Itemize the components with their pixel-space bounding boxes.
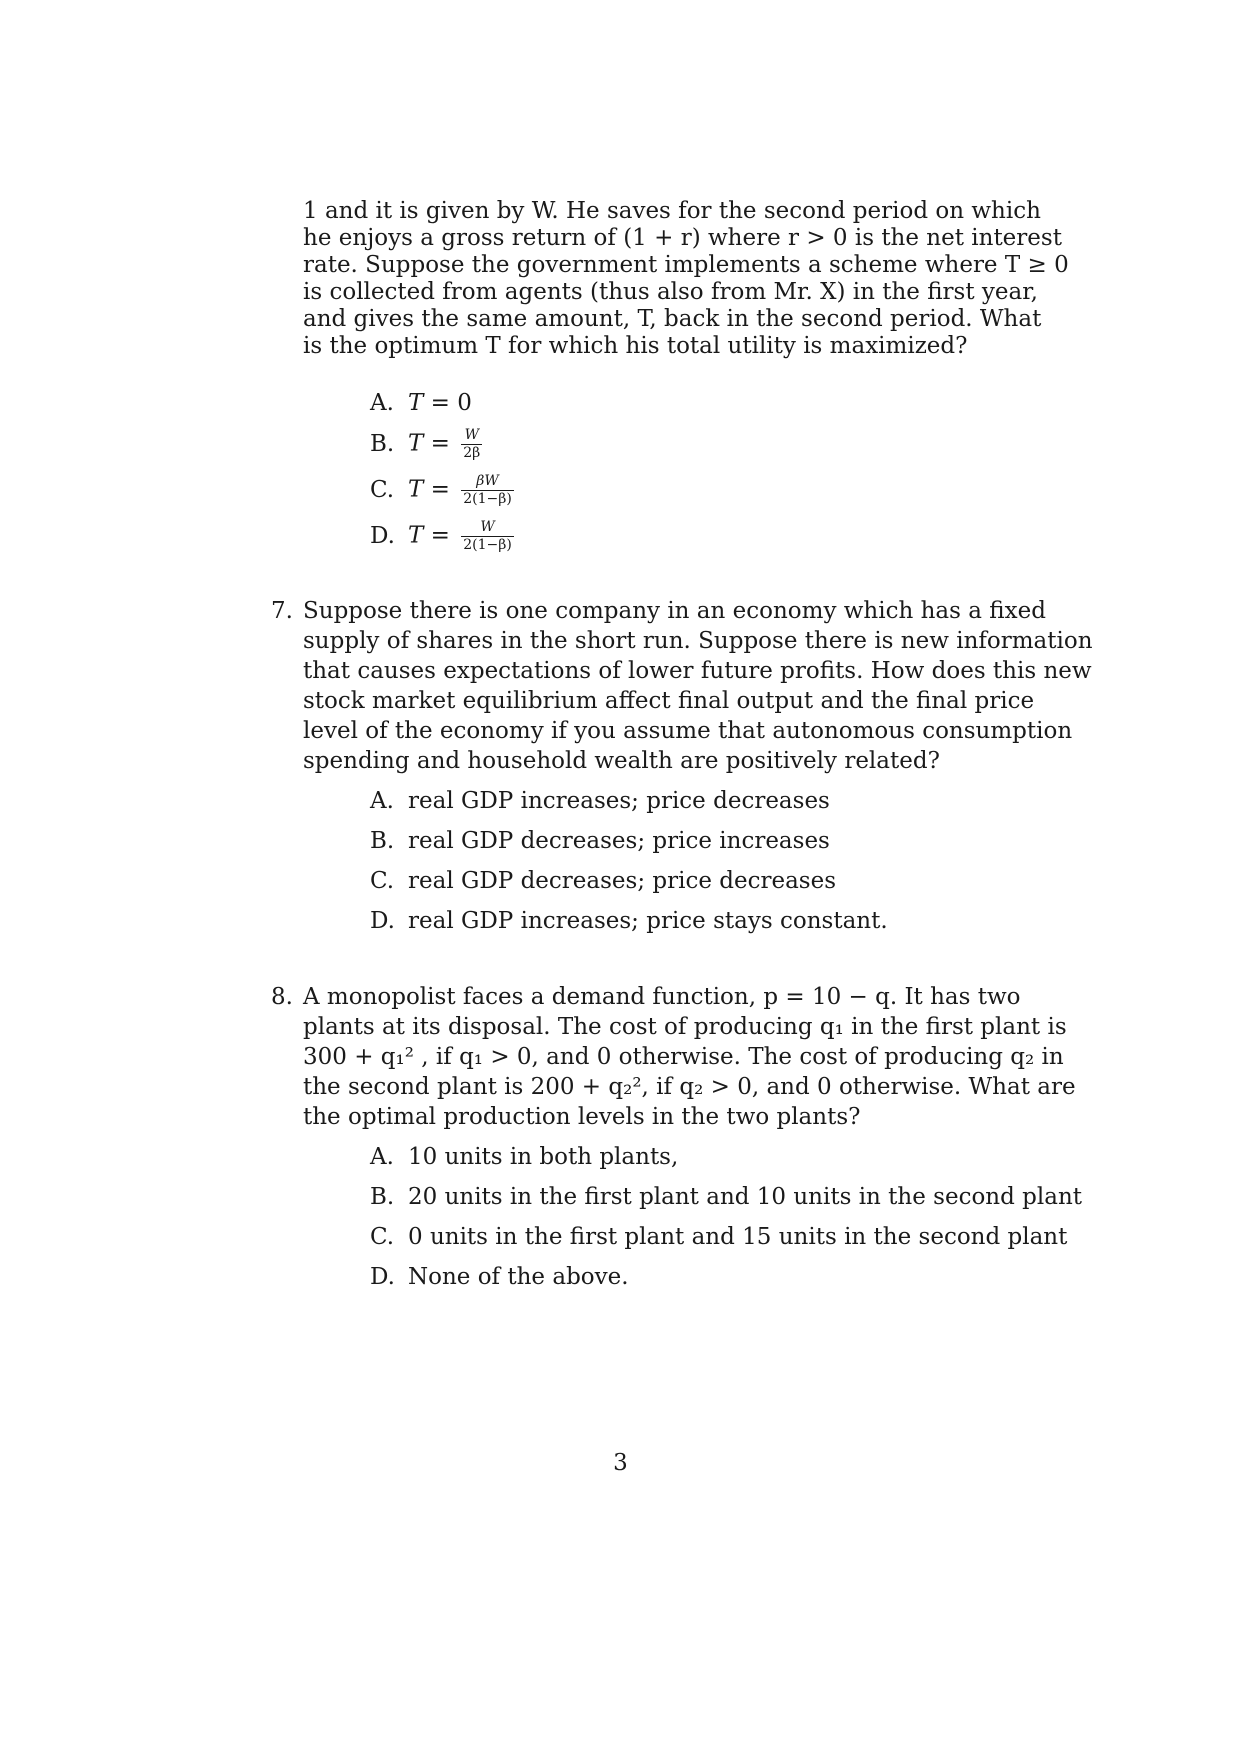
q8-option-b[interactable]	[370, 1182, 1082, 1212]
option-text: real GDP decreases; price decreases	[408, 868, 837, 894]
option-value: 0	[457, 390, 472, 416]
option-letter: C.	[370, 868, 395, 894]
equals-sign: =	[430, 522, 450, 549]
option-letter: D.	[370, 522, 395, 549]
q7-line-6: spending and household wealth are positively related?	[303, 748, 940, 774]
q8-option-d[interactable]	[370, 1262, 629, 1292]
q6-option-d[interactable]	[370, 519, 514, 553]
option-letter: B.	[370, 828, 395, 854]
option-letter: C.	[370, 476, 395, 503]
option-text: None of the above.	[408, 1264, 629, 1290]
option-letter: D.	[370, 1264, 395, 1290]
option-letter: C.	[370, 1224, 395, 1250]
fraction	[461, 428, 482, 461]
option-text: 10 units in both plants,	[408, 1144, 679, 1170]
fraction-numerator: W	[461, 428, 482, 445]
q7-line-1: Suppose there is one company in an economy which has a fixed	[303, 598, 1046, 624]
option-letter: A.	[370, 788, 394, 814]
fraction-denominator: 2(1−β)	[463, 491, 512, 507]
q6-line-1: 1 and it is given by W. He saves for the second period on which	[303, 198, 1041, 224]
option-letter: D.	[370, 908, 395, 934]
option-variable: T	[408, 390, 424, 416]
fraction	[461, 520, 514, 553]
q6-option-c[interactable]	[370, 473, 514, 507]
q6-option-a[interactable]	[370, 388, 472, 418]
q7-number: 7.	[271, 598, 293, 624]
q6-option-b[interactable]	[370, 427, 482, 461]
option-text: 20 units in the first plant and 10 units in the second plant	[408, 1184, 1082, 1210]
q7-line-5: level of the economy if you assume that autonomous consumption	[303, 718, 1073, 744]
q8-line-4: the second plant is 200 + q₂², if q₂ > 0, and 0 otherwise. What are	[303, 1074, 1076, 1100]
q7-option-a[interactable]	[370, 786, 830, 816]
option-variable: T	[408, 522, 424, 549]
option-letter: B.	[370, 430, 395, 457]
option-text: 0 units in the first plant and 15 units in the second plant	[408, 1224, 1068, 1250]
equals-sign: =	[430, 430, 450, 457]
fraction-numerator: βW	[461, 474, 514, 491]
q6-line-4: is collected from agents (thus also from Mr. X) in the first year,	[303, 279, 1038, 305]
q8-line-1: A monopolist faces a demand function, p = 10 − q. It has two	[303, 984, 1021, 1010]
q8-line-3: 300 + q₁² , if q₁ > 0, and 0 otherwise. The cost of producing q₂ in	[303, 1044, 1064, 1070]
option-letter: A.	[370, 1144, 394, 1170]
q7-line-4: stock market equilibrium affect final output and the final price	[303, 688, 1035, 714]
q7-line-2: supply of shares in the short run. Suppose there is new information	[303, 628, 1093, 654]
q8-option-a[interactable]	[370, 1142, 678, 1172]
q8-line-2: plants at its disposal. The cost of producing q₁ in the first plant is	[303, 1014, 1067, 1040]
fraction-denominator: 2β	[463, 445, 481, 461]
q7-option-d[interactable]	[370, 906, 888, 936]
option-letter: A.	[370, 390, 394, 416]
q6-line-5: and gives the same amount, T, back in the second period. What	[303, 306, 1042, 332]
q8-line-5: the optimal production levels in the two plants?	[303, 1104, 861, 1130]
option-text: real GDP decreases; price increases	[408, 828, 830, 854]
q6-line-6: is the optimum T for which his total utility is maximized?	[303, 333, 968, 359]
q7-option-b[interactable]	[370, 826, 830, 856]
q6-line-2: he enjoys a gross return of (1 + r) where r > 0 is the net interest	[303, 225, 1062, 251]
option-variable: T	[408, 476, 424, 503]
option-variable: T	[408, 430, 424, 457]
fraction-denominator: 2(1−β)	[463, 537, 512, 553]
q6-line-3: rate. Suppose the government implements a scheme where T ≥ 0	[303, 252, 1069, 278]
option-text: real GDP increases; price stays constant.	[408, 908, 888, 934]
q8-option-c[interactable]	[370, 1222, 1067, 1252]
page-number: 3	[613, 1450, 628, 1476]
q8-number: 8.	[271, 984, 293, 1010]
q7-line-3: that causes expectations of lower future profits. How does this new	[303, 658, 1092, 684]
option-letter: B.	[370, 1184, 395, 1210]
option-text: real GDP increases; price decreases	[408, 788, 830, 814]
equals-sign: =	[430, 476, 450, 503]
equals-sign: =	[430, 390, 450, 416]
fraction-numerator: W	[461, 520, 514, 537]
q7-option-c[interactable]	[370, 866, 836, 896]
fraction	[461, 474, 514, 507]
